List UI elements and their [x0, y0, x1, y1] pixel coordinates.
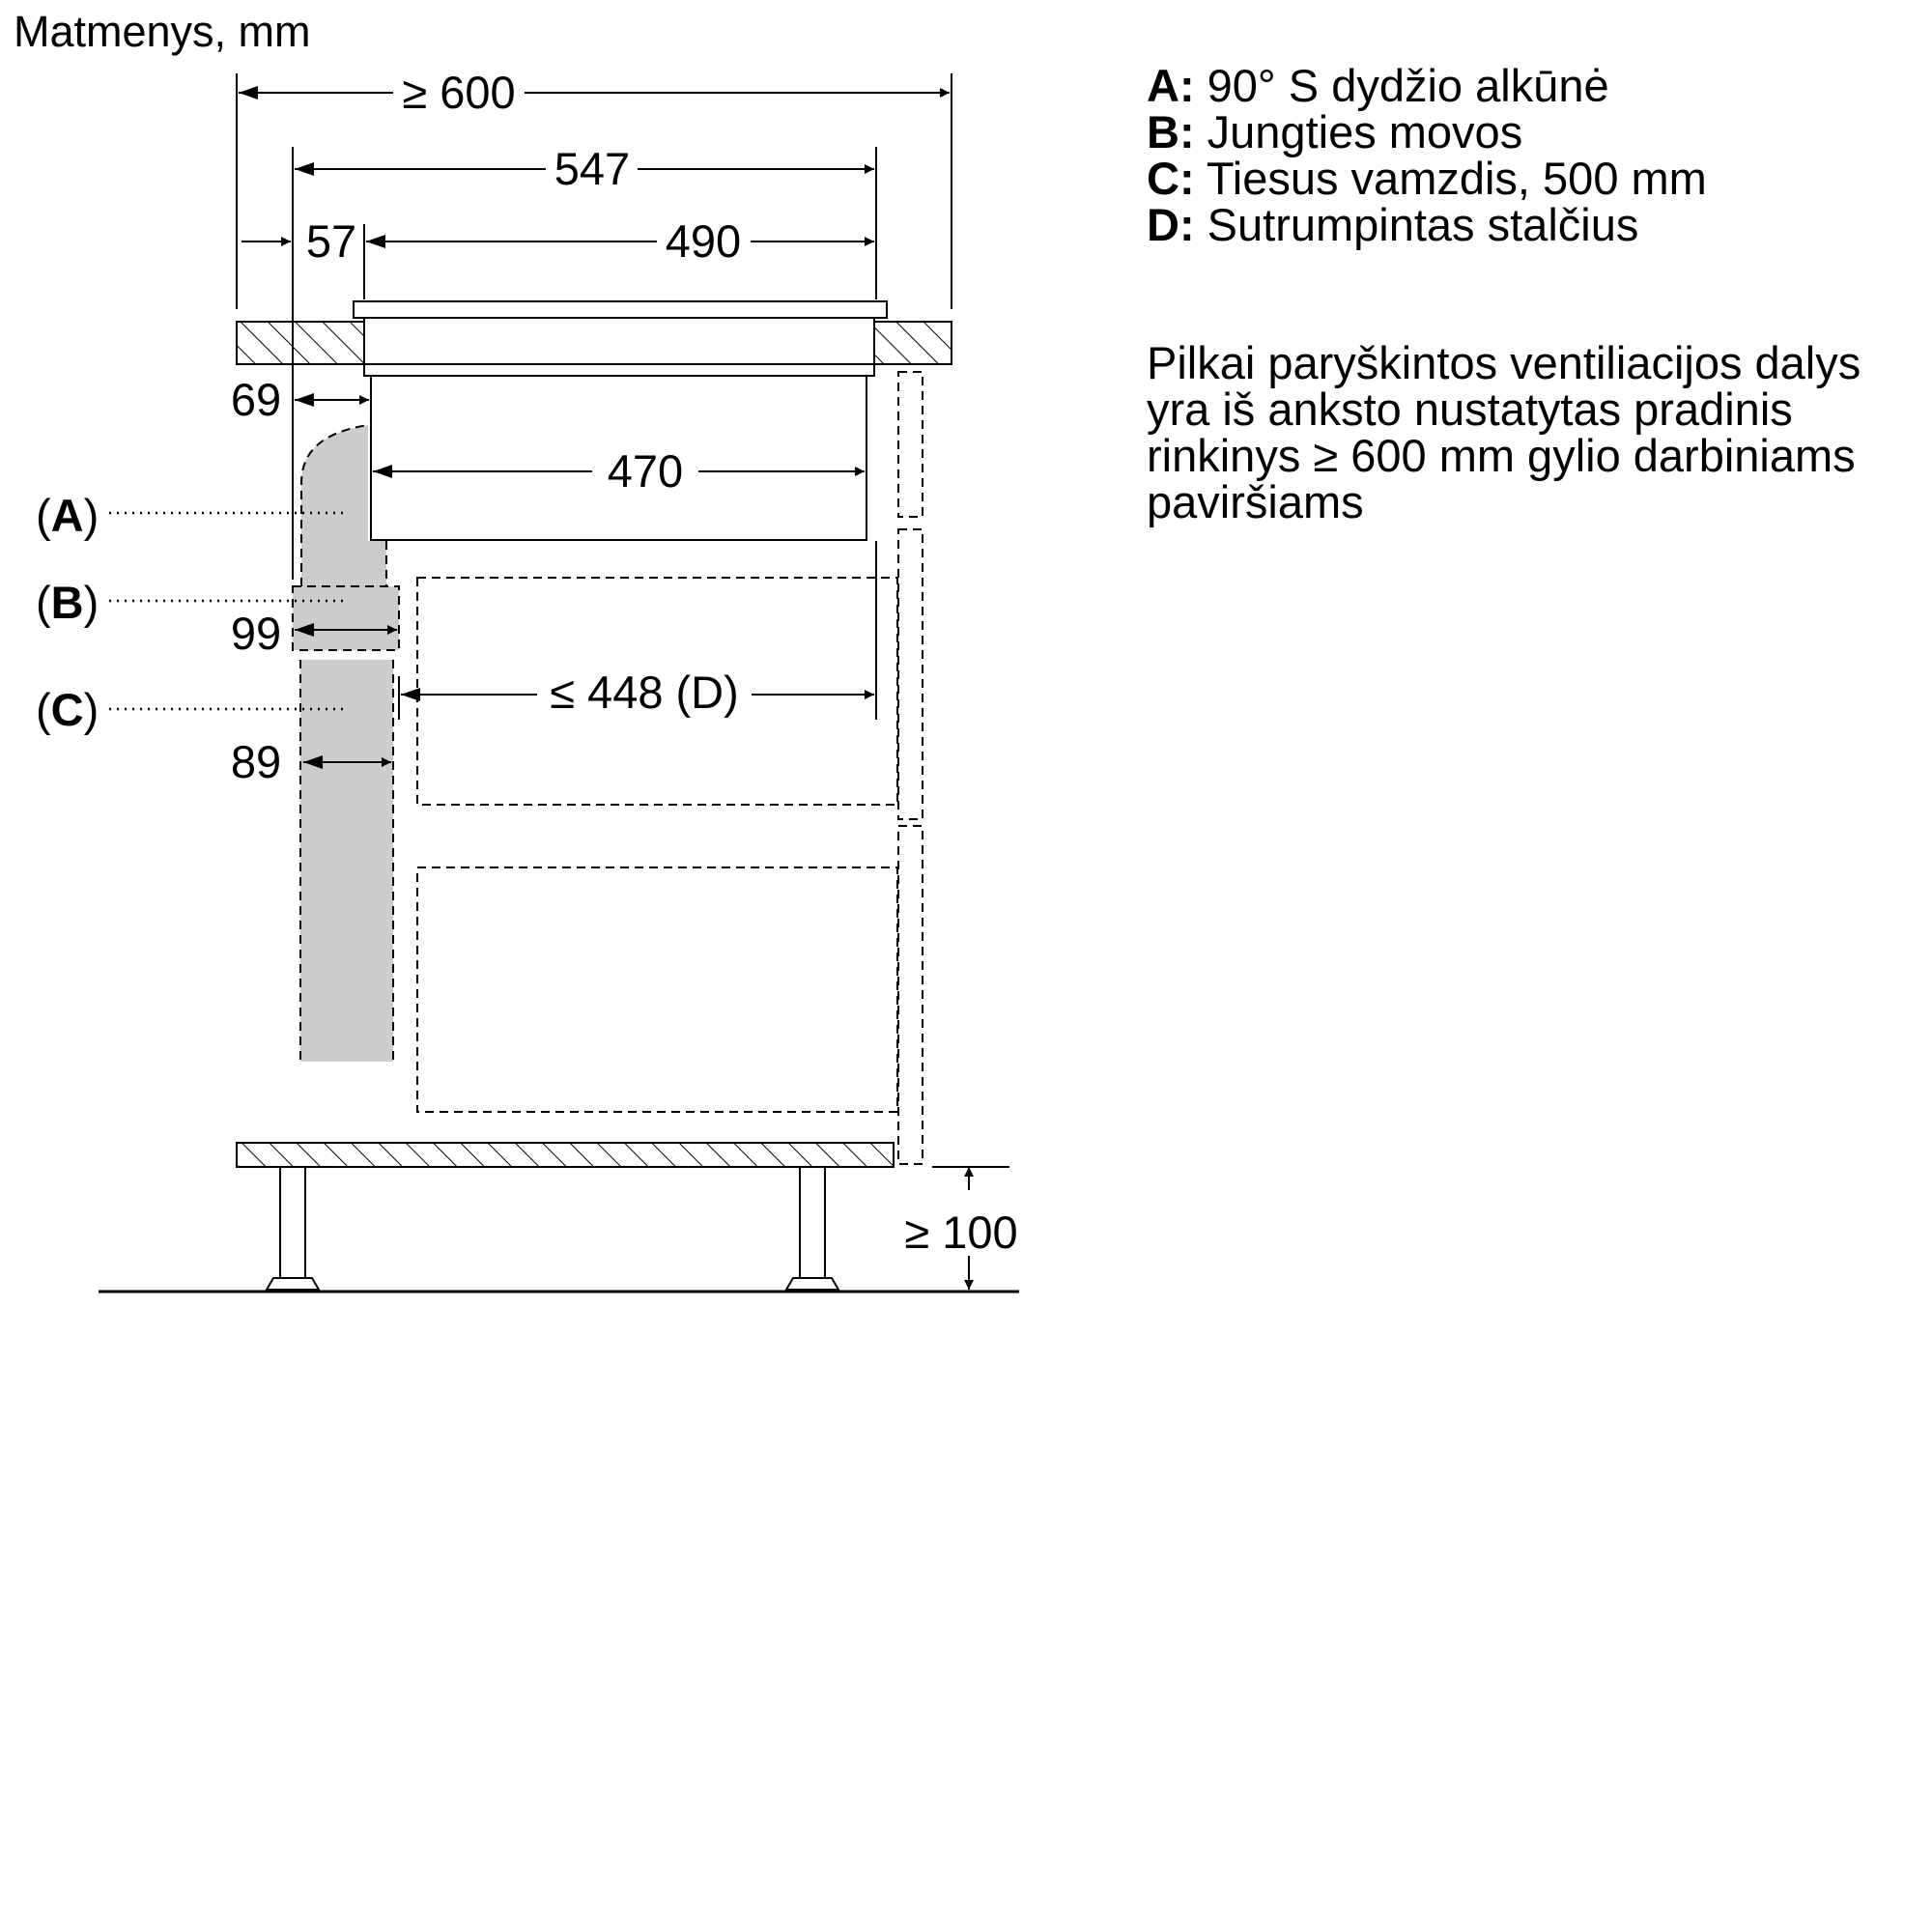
- dimension-total-width: [239, 67, 950, 118]
- legend-item-d: D: Sutrumpintas stalčius: [1147, 199, 1639, 250]
- dim-inner-width-label: 490: [665, 215, 742, 267]
- cabinet-leg-right: [786, 1167, 838, 1290]
- plinth-board: [237, 1143, 894, 1167]
- drawing-title: Matmenys, mm: [14, 7, 311, 56]
- cabinet-side-panel: [898, 372, 923, 1164]
- dim-connector-depth-label: 99: [230, 608, 282, 659]
- svg-text:(A): (A): [36, 490, 99, 541]
- svg-text:(C): (C): [36, 684, 99, 735]
- lower-drawer: [417, 867, 897, 1112]
- dimension-cabinet-width: [295, 143, 874, 194]
- countertop-left: [237, 322, 369, 364]
- legend-item-a: A: 90° S dydžio alkūnė: [1147, 60, 1609, 111]
- dim-unit-depth-label: 470: [607, 445, 684, 497]
- countertop-right: [874, 322, 952, 364]
- callout-c: [36, 684, 345, 735]
- dim-elbow-gap-label: 69: [230, 374, 282, 425]
- dimension-offset-front: [242, 215, 356, 267]
- legend-item-b: B: Jungties movos: [1147, 106, 1523, 157]
- dim-plinth-height-label: ≥ 100: [904, 1207, 1018, 1258]
- callout-a: [36, 490, 345, 541]
- dimension-drawer-depth: [401, 667, 874, 718]
- dim-pipe-depth-label: 89: [230, 736, 282, 787]
- cabinet-leg-left: [267, 1167, 319, 1290]
- legend: [1147, 60, 1707, 250]
- legend-item-c: C: Tiesus vamzdis, 500 mm: [1147, 153, 1707, 204]
- dim-total-width-label: ≥ 600: [402, 67, 516, 118]
- cooktop-frame: [364, 318, 874, 376]
- dim-drawer-depth-label: ≤ 448 (D): [550, 667, 739, 718]
- straight-pipe: [300, 660, 393, 1062]
- dim-offset-front-label: 57: [305, 215, 357, 267]
- dimension-inner-width: [366, 215, 874, 267]
- dimension-plinth-height: [904, 1167, 1017, 1290]
- connector-sleeve: [293, 586, 399, 650]
- svg-text:(B): (B): [36, 577, 99, 628]
- dimension-elbow-gap: [231, 374, 369, 425]
- cooktop-glass: [354, 301, 887, 318]
- ventilation-note: Pilkai paryškintos ventiliacijos dalys yra iš anksto nustatytas pradinis rinkinys ≥ 600 mm gylio darbiniams paviršiams: [1147, 337, 1861, 527]
- dim-cabinet-width-label: 547: [554, 143, 631, 194]
